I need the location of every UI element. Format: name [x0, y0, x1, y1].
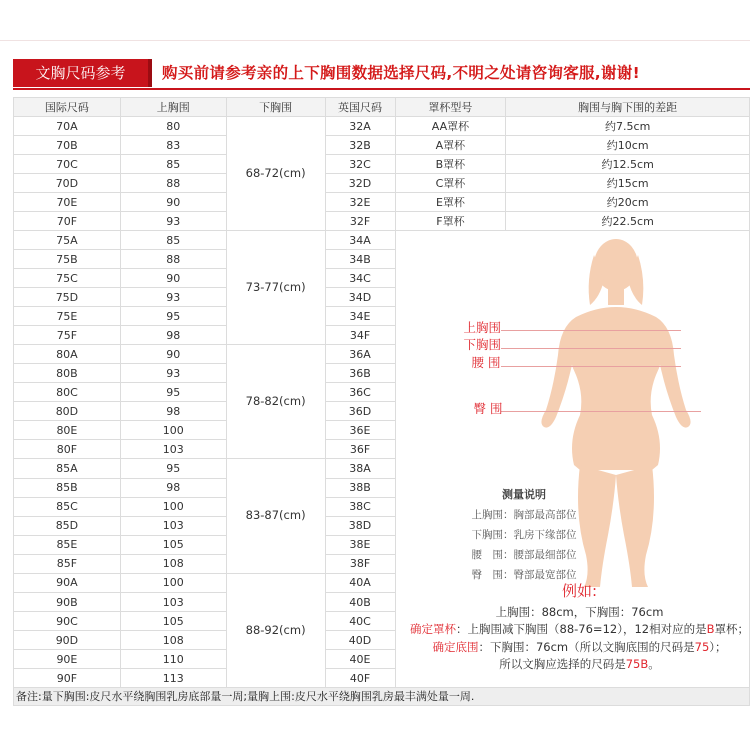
table-row	[14, 174, 750, 193]
cell-upper-bust: 105	[120, 535, 226, 554]
cell-uk-size: 32F	[325, 212, 395, 231]
example-box	[402, 583, 750, 674]
cell-intl-size: 90E	[14, 650, 121, 669]
col-header-intl-size: 国际尺码	[14, 98, 121, 117]
cell-uk-size: 38B	[325, 478, 395, 497]
cell-upper-bust: 95	[120, 307, 226, 326]
example-line-4: 所以文胸应选择的尺码是75B。	[499, 657, 660, 671]
cell-intl-size: 70F	[14, 212, 121, 231]
table-row	[14, 231, 750, 250]
cell-intl-size: 75E	[14, 307, 121, 326]
cell-uk-size: 36B	[325, 364, 395, 383]
cell-uk-size: 40B	[325, 593, 395, 612]
cell-upper-bust: 98	[120, 326, 226, 345]
hip-line	[501, 411, 701, 412]
cell-under-bust-band: 73-77(cm)	[226, 231, 325, 345]
cell-cup-type: F罩杯	[395, 212, 506, 231]
cell-upper-bust: 95	[120, 459, 226, 478]
note-item: 臀 围：臀部最宽部位	[471, 569, 577, 581]
notes-title: 测量说明	[502, 488, 546, 501]
cell-upper-bust: 85	[120, 155, 226, 174]
cell-upper-bust: 100	[120, 573, 226, 592]
footer-note: 备注:量下胸围:皮尺水平绕胸围乳房底部量一周;量胸上围:皮尺水平绕胸围乳房最丰满处量一周.	[13, 687, 750, 706]
figure-area	[396, 231, 750, 687]
cell-difference: 约12.5cm	[506, 155, 750, 174]
col-header-uk-size: 英国尺码	[325, 98, 395, 117]
cell-uk-size: 36F	[325, 440, 395, 459]
cell-intl-size: 85A	[14, 459, 121, 478]
cell-upper-bust: 93	[120, 288, 226, 307]
cell-upper-bust: 93	[120, 212, 226, 231]
col-header-cup-type: 罩杯型号	[395, 98, 506, 117]
table-row	[14, 136, 750, 155]
waist-label: 腰 围	[471, 355, 501, 370]
cell-uk-size: 32D	[325, 174, 395, 193]
cell-upper-bust: 103	[120, 593, 226, 612]
cell-uk-size: 38A	[325, 459, 395, 478]
cell-difference: 约20cm	[506, 193, 750, 212]
band-label: 确定底围	[432, 639, 479, 654]
cell-upper-bust: 100	[120, 421, 226, 440]
cell-uk-size: 38C	[325, 497, 395, 516]
cell-upper-bust: 90	[120, 269, 226, 288]
cell-uk-size: 40C	[325, 612, 395, 631]
cell-cup-type: A罩杯	[395, 136, 506, 155]
cell-intl-size: 80D	[14, 402, 121, 421]
table-row	[14, 212, 750, 231]
cell-uk-size: 34F	[325, 326, 395, 345]
cell-upper-bust: 85	[120, 231, 226, 250]
table-row	[14, 117, 750, 136]
measurement-notes	[472, 485, 577, 585]
cell-intl-size: 85D	[14, 516, 121, 535]
cell-intl-size: 85B	[14, 478, 121, 497]
cell-uk-size: 38D	[325, 516, 395, 535]
cell-upper-bust: 113	[120, 669, 226, 688]
cell-intl-size: 70B	[14, 136, 121, 155]
cell-intl-size: 75C	[14, 269, 121, 288]
cell-upper-bust: 98	[120, 402, 226, 421]
cell-intl-size: 70E	[14, 193, 121, 212]
cell-uk-size: 40D	[325, 631, 395, 650]
cell-intl-size: 80A	[14, 345, 121, 364]
cell-intl-size: 80F	[14, 440, 121, 459]
cell-uk-size: 34C	[325, 269, 395, 288]
cell-intl-size: 70C	[14, 155, 121, 174]
cell-upper-bust: 95	[120, 383, 226, 402]
page-header	[13, 59, 750, 89]
cell-cup-type: C罩杯	[395, 174, 506, 193]
cell-uk-size: 38F	[325, 554, 395, 573]
cell-intl-size: 90A	[14, 573, 121, 592]
cell-intl-size: 75F	[14, 326, 121, 345]
size-table-wrapper	[13, 97, 750, 688]
cell-intl-size: 90D	[14, 631, 121, 650]
under-bust-line	[501, 348, 681, 349]
cell-upper-bust: 93	[120, 364, 226, 383]
header-tab: 文胸尺码参考	[13, 59, 148, 87]
table-header-row	[14, 98, 750, 117]
upper-bust-label: 上胸围	[463, 320, 502, 335]
table-row	[14, 193, 750, 212]
header-underline	[13, 88, 750, 90]
cell-intl-size: 75B	[14, 250, 121, 269]
cell-uk-size: 36A	[325, 345, 395, 364]
cell-cup-type: E罩杯	[395, 193, 506, 212]
cell-intl-size: 90B	[14, 593, 121, 612]
cell-uk-size: 40A	[325, 573, 395, 592]
cell-intl-size: 70A	[14, 117, 121, 136]
cell-uk-size: 34B	[325, 250, 395, 269]
cell-uk-size: 38E	[325, 535, 395, 554]
top-rule	[0, 40, 750, 41]
result-size: 75B	[625, 657, 649, 671]
cell-difference: 约10cm	[506, 136, 750, 155]
cell-uk-size: 32B	[325, 136, 395, 155]
hip-label: 臀 围	[473, 401, 503, 416]
cell-intl-size: 90F	[14, 669, 121, 688]
cell-uk-size: 34A	[325, 231, 395, 250]
cell-upper-bust: 83	[120, 136, 226, 155]
note-item: 下胸围：乳房下缘部位	[471, 529, 577, 541]
cell-intl-size: 75D	[14, 288, 121, 307]
cell-under-bust-band: 88-92(cm)	[226, 573, 325, 687]
note-item: 上胸围：胸部最高部位	[471, 509, 577, 521]
col-header-difference: 胸围与胸下围的差距	[506, 98, 750, 117]
example-line-1: 上胸围：88cm，下胸围：76cm	[495, 604, 664, 619]
under-bust-label: 下胸围	[463, 337, 502, 352]
col-header-under-bust: 下胸围	[226, 98, 325, 117]
header-note: 购买前请参考亲的上下胸围数据选择尺码,不明之处请咨询客服,谢谢!	[162, 64, 640, 82]
cell-uk-size: 34D	[325, 288, 395, 307]
figure-cell	[395, 231, 750, 688]
cell-intl-size: 70D	[14, 174, 121, 193]
example-line-3: 确定底围：下胸围：76cm（所以文胸底围的尺码是75）；	[432, 639, 727, 654]
cell-difference: 约7.5cm	[506, 117, 750, 136]
cell-uk-size: 36C	[325, 383, 395, 402]
cell-upper-bust: 88	[120, 174, 226, 193]
size-table	[13, 97, 750, 688]
cell-cup-type: B罩杯	[395, 155, 506, 174]
col-header-upper-bust: 上胸围	[120, 98, 226, 117]
cell-upper-bust: 98	[120, 478, 226, 497]
cell-upper-bust: 90	[120, 193, 226, 212]
waist-line	[501, 366, 681, 367]
cell-intl-size: 85F	[14, 554, 121, 573]
cell-intl-size: 90C	[14, 612, 121, 631]
cell-intl-size: 85C	[14, 497, 121, 516]
cell-uk-size: 40F	[325, 669, 395, 688]
cell-under-bust-band: 83-87(cm)	[226, 459, 325, 573]
cell-uk-size: 36E	[325, 421, 395, 440]
cell-intl-size: 80B	[14, 364, 121, 383]
cell-intl-size: 80C	[14, 383, 121, 402]
cell-uk-size: 32C	[325, 155, 395, 174]
cell-uk-size: 34E	[325, 307, 395, 326]
cup-value: B	[706, 622, 715, 636]
cell-uk-size: 32A	[325, 117, 395, 136]
cell-difference: 约15cm	[506, 174, 750, 193]
note-item: 腰 围：腰部最细部位	[471, 549, 577, 561]
cell-uk-size: 40E	[325, 650, 395, 669]
cell-upper-bust: 108	[120, 631, 226, 650]
cell-upper-bust: 105	[120, 612, 226, 631]
cell-upper-bust: 108	[120, 554, 226, 573]
cell-intl-size: 85E	[14, 535, 121, 554]
cell-uk-size: 32E	[325, 193, 395, 212]
cell-upper-bust: 103	[120, 516, 226, 535]
example-title: 例如:	[561, 582, 598, 600]
cell-upper-bust: 100	[120, 497, 226, 516]
band-value: 75	[694, 639, 710, 654]
table-row	[14, 155, 750, 174]
cell-upper-bust: 110	[120, 650, 226, 669]
cell-under-bust-band: 68-72(cm)	[226, 117, 325, 231]
cell-intl-size: 80E	[14, 421, 121, 440]
example-line-2: 确定罩杯：上胸围减下胸围（88-76=12），12相对应的是B罩杯；	[410, 622, 749, 636]
cell-uk-size: 36D	[325, 402, 395, 421]
cell-upper-bust: 88	[120, 250, 226, 269]
cell-upper-bust: 103	[120, 440, 226, 459]
cup-label: 确定罩杯	[410, 622, 457, 636]
cell-upper-bust: 80	[120, 117, 226, 136]
cell-cup-type: AA罩杯	[395, 117, 506, 136]
cell-intl-size: 75A	[14, 231, 121, 250]
cell-difference: 约22.5cm	[506, 212, 750, 231]
cell-under-bust-band: 78-82(cm)	[226, 345, 325, 459]
upper-bust-line	[501, 330, 681, 331]
cell-upper-bust: 90	[120, 345, 226, 364]
